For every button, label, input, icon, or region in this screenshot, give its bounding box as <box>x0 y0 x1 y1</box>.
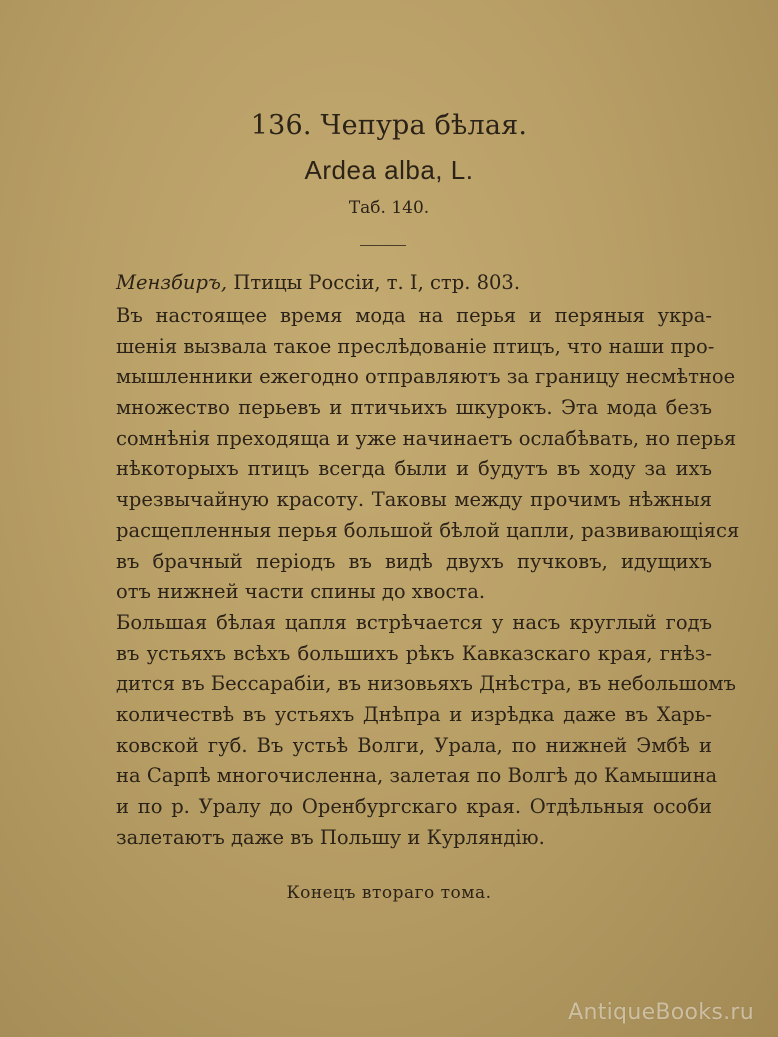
divider-rule <box>360 245 406 246</box>
citation-author: Мензбиръ, <box>116 271 228 294</box>
text-line: мышленники ежегодно отправляютъ за границу несмѣтное <box>116 365 736 389</box>
plate-reference: Таб. 140. <box>348 198 430 218</box>
text-line: залетаютъ даже въ Польшу и Курляндію. <box>116 825 545 849</box>
citation-source: Птицы Россіи, т. I, стр. 803. <box>233 271 521 294</box>
volume-ending: Конецъ втораго тома. <box>286 883 492 903</box>
text-line: ковской губ. Въ устьѣ Волги, Урала, по нижней Эмбѣ и <box>116 733 712 757</box>
text-line: множество перьевъ и птичьихъ шкурокъ. Эта мода безъ <box>116 396 712 420</box>
text-line: чрезвычайную красоту. Таковы между прочимъ нѣжныя <box>116 488 712 512</box>
text-line: шенія вызвала такое преслѣдованіе птицъ, что наши про- <box>116 334 715 358</box>
text-line: сомнѣнія преходяща и уже начинаетъ ослабѣвать, но перья <box>116 426 737 450</box>
text-line: отъ нижней части спины до хвоста. <box>116 580 486 604</box>
citation <box>116 269 716 297</box>
text-line: Большая бѣлая цапля встрѣчается у насъ круглый годъ <box>116 610 712 634</box>
text-line: и по р. Уралу до Оренбургскаго края. Отдѣльныя особи <box>116 795 712 818</box>
text-line: расщепленныя перья большой бѣлой цапли, развивающіяся <box>116 518 740 542</box>
species-title: 136. Чепура бѣлая. <box>250 110 528 141</box>
watermark: AntiqueBooks.ru <box>568 1000 754 1025</box>
text-line: дится въ Бессарабіи, въ низовьяхъ Днѣстра, въ небольшомъ <box>116 672 736 696</box>
latin-name: Ardea alba, L. <box>304 155 474 185</box>
text-line: въ устьяхъ всѣхъ большихъ рѣкъ Кавказскаго края, гнѣз- <box>116 641 712 665</box>
text-line: количествѣ въ устьяхъ Днѣпра и изрѣдка даже въ Харь- <box>116 702 712 726</box>
text-line: въ брачный періодъ въ видѣ двухъ пучковъ, идущихъ <box>116 549 712 573</box>
text-line: Въ настоящее время мода на перья и перяныя укра- <box>116 304 712 327</box>
text-line: нѣкоторыхъ птицъ всегда были и будутъ въ ходу за ихъ <box>116 457 712 481</box>
body-text <box>116 301 740 853</box>
text-line: на Сарпѣ многочисленна, залетая по Волгѣ до Камышина <box>116 764 718 788</box>
